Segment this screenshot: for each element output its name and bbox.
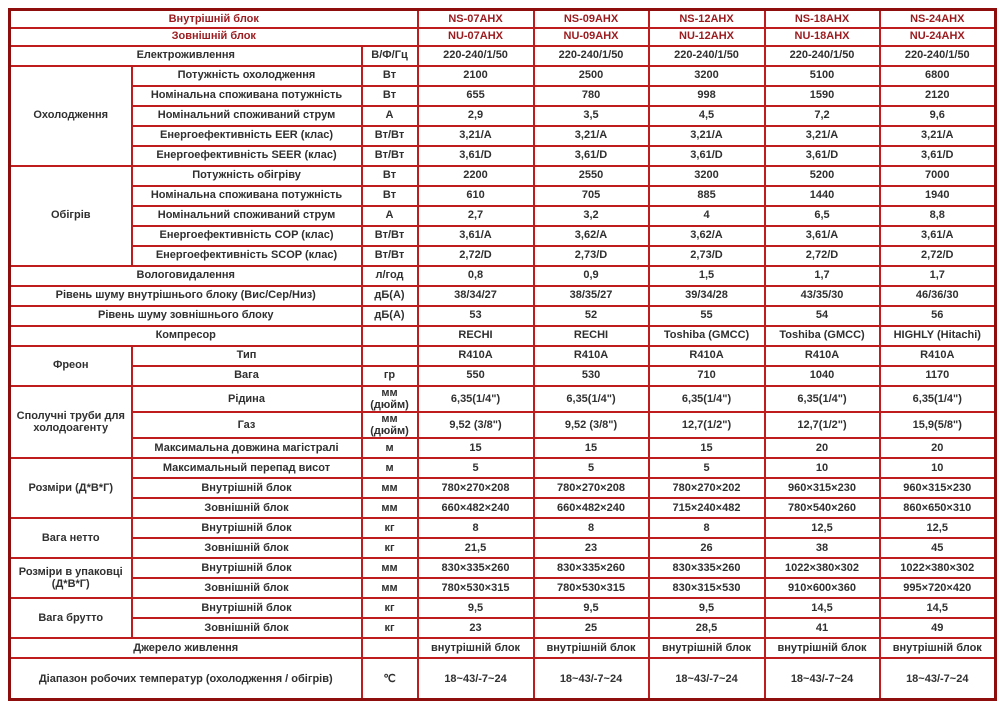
- value-cell: 1,7: [880, 266, 996, 286]
- value-cell: 18~43/-7~24: [880, 658, 996, 700]
- table-row: [10, 226, 996, 246]
- unit-cell: л/год: [362, 266, 418, 286]
- value-cell: R410A: [649, 346, 765, 366]
- value-cell: RECHI: [418, 326, 534, 346]
- value-cell: 2,72/D: [765, 246, 880, 266]
- model-name: NU-07AHX: [418, 28, 534, 46]
- row-label: Рівень шуму зовнішнього блоку: [10, 306, 362, 326]
- value-cell: 2100: [418, 66, 534, 86]
- row-label: Компресор: [10, 326, 362, 346]
- table-row: [10, 266, 996, 286]
- value-cell: 2,73/D: [534, 246, 649, 266]
- table-row: [10, 618, 996, 638]
- row-label: Джерело живлення: [10, 638, 362, 658]
- value-cell: 3,61/A: [880, 226, 996, 246]
- value-cell: 3,21/A: [880, 126, 996, 146]
- unit-cell: Вт/Вт: [362, 246, 418, 266]
- value-cell: 3,5: [534, 106, 649, 126]
- group-label: Вага нетто: [10, 518, 132, 558]
- value-cell: 705: [534, 186, 649, 206]
- row-label: Енергоефективність SEER (клас): [132, 146, 362, 166]
- value-cell: 3,21/A: [534, 126, 649, 146]
- value-cell: 9,52 (3/8"): [534, 412, 649, 438]
- value-cell: 3200: [649, 66, 765, 86]
- spec-table: [8, 8, 997, 701]
- unit-cell: В/Ф/Гц: [362, 46, 418, 66]
- table-row: [10, 306, 996, 326]
- value-cell: Toshiba (GMCC): [649, 326, 765, 346]
- value-cell: 5100: [765, 66, 880, 86]
- row-label: Внутрішній блок: [10, 10, 418, 28]
- table-row: [10, 206, 996, 226]
- table-row: [10, 46, 996, 66]
- group-label: Фреон: [10, 346, 132, 386]
- value-cell: внутрішній блок: [765, 638, 880, 658]
- value-cell: 12,5: [765, 518, 880, 538]
- row-label: Потужність охолодження: [132, 66, 362, 86]
- value-cell: 780×540×260: [765, 498, 880, 518]
- row-label: Енергоефективність COP (клас): [132, 226, 362, 246]
- group-label: Сполучні труби для холодоагенту: [10, 386, 132, 458]
- table-row: [10, 10, 996, 28]
- unit-cell: мм: [362, 578, 418, 598]
- value-cell: R410A: [418, 346, 534, 366]
- value-cell: 655: [418, 86, 534, 106]
- value-cell: 910×600×360: [765, 578, 880, 598]
- value-cell: 8: [649, 518, 765, 538]
- unit-cell: мм (дюйм): [362, 386, 418, 412]
- table-row: [10, 346, 996, 366]
- table-row: [10, 286, 996, 306]
- unit-cell: гр: [362, 366, 418, 386]
- value-cell: 26: [649, 538, 765, 558]
- value-cell: 6800: [880, 66, 996, 86]
- unit-cell: мм: [362, 498, 418, 518]
- value-cell: 780: [534, 86, 649, 106]
- table-row: [10, 146, 996, 166]
- value-cell: 18~43/-7~24: [418, 658, 534, 700]
- value-cell: 43/35/30: [765, 286, 880, 306]
- model-name: NU-24AHX: [880, 28, 996, 46]
- value-cell: 7000: [880, 166, 996, 186]
- value-cell: 39/34/28: [649, 286, 765, 306]
- value-cell: 1,7: [765, 266, 880, 286]
- value-cell: 3,2: [534, 206, 649, 226]
- value-cell: 5200: [765, 166, 880, 186]
- value-cell: 9,6: [880, 106, 996, 126]
- table-row: [10, 106, 996, 126]
- value-cell: R410A: [534, 346, 649, 366]
- value-cell: 530: [534, 366, 649, 386]
- group-label: Вага брутто: [10, 598, 132, 638]
- unit-cell: Вт/Вт: [362, 226, 418, 246]
- row-label: Рідина: [132, 386, 362, 412]
- row-label: Номінальний споживаний струм: [132, 106, 362, 126]
- value-cell: 53: [418, 306, 534, 326]
- value-cell: 5: [649, 458, 765, 478]
- value-cell: 20: [880, 438, 996, 458]
- value-cell: 5: [418, 458, 534, 478]
- value-cell: 1,5: [649, 266, 765, 286]
- table-row: [10, 598, 996, 618]
- unit-cell: дБ(А): [362, 306, 418, 326]
- value-cell: 1040: [765, 366, 880, 386]
- value-cell: 55: [649, 306, 765, 326]
- table-row: [10, 86, 996, 106]
- value-cell: 18~43/-7~24: [534, 658, 649, 700]
- row-label: Електроживлення: [10, 46, 362, 66]
- value-cell: 3,21/A: [418, 126, 534, 146]
- value-cell: 960×315×230: [765, 478, 880, 498]
- value-cell: 4,5: [649, 106, 765, 126]
- group-label: Охолодження: [10, 66, 132, 166]
- row-label: Зовнішній блок: [132, 578, 362, 598]
- value-cell: 2550: [534, 166, 649, 186]
- table-row: [10, 638, 996, 658]
- value-cell: 660×482×240: [418, 498, 534, 518]
- value-cell: 10: [880, 458, 996, 478]
- value-cell: 2500: [534, 66, 649, 86]
- value-cell: 220-240/1/50: [880, 46, 996, 66]
- table-row: [10, 438, 996, 458]
- value-cell: 3200: [649, 166, 765, 186]
- table-row: [10, 538, 996, 558]
- value-cell: 15: [649, 438, 765, 458]
- value-cell: R410A: [880, 346, 996, 366]
- value-cell: 2,72/D: [418, 246, 534, 266]
- value-cell: 2,7: [418, 206, 534, 226]
- value-cell: 3,62/A: [649, 226, 765, 246]
- value-cell: 3,61/D: [765, 146, 880, 166]
- value-cell: 20: [765, 438, 880, 458]
- value-cell: 2,9: [418, 106, 534, 126]
- value-cell: 998: [649, 86, 765, 106]
- value-cell: 610: [418, 186, 534, 206]
- table-row: [10, 498, 996, 518]
- value-cell: 860×650×310: [880, 498, 996, 518]
- value-cell: 28,5: [649, 618, 765, 638]
- value-cell: 715×240×482: [649, 498, 765, 518]
- row-label: Рівень шуму внутрішнього блоку (Вис/Сер/Низ): [10, 286, 362, 306]
- value-cell: 41: [765, 618, 880, 638]
- unit-cell: кг: [362, 598, 418, 618]
- value-cell: 18~43/-7~24: [649, 658, 765, 700]
- value-cell: 12,7(1/2"): [765, 412, 880, 438]
- value-cell: 0,9: [534, 266, 649, 286]
- value-cell: 830×335×260: [418, 558, 534, 578]
- value-cell: 3,61/D: [880, 146, 996, 166]
- model-name: NU-12AHX: [649, 28, 765, 46]
- value-cell: 6,35(1/4"): [418, 386, 534, 412]
- value-cell: внутрішній блок: [649, 638, 765, 658]
- value-cell: 9,5: [418, 598, 534, 618]
- value-cell: 6,35(1/4"): [880, 386, 996, 412]
- unit-cell: Вт/Вт: [362, 126, 418, 146]
- value-cell: 2,73/D: [649, 246, 765, 266]
- value-cell: 12,5: [880, 518, 996, 538]
- unit-cell: Вт: [362, 86, 418, 106]
- table-row: [10, 518, 996, 538]
- value-cell: 1022×380×302: [880, 558, 996, 578]
- unit-cell: Вт: [362, 66, 418, 86]
- unit-cell: мм (дюйм): [362, 412, 418, 438]
- table-row: [10, 28, 996, 46]
- value-cell: 220-240/1/50: [534, 46, 649, 66]
- value-cell: внутрішній блок: [880, 638, 996, 658]
- value-cell: 1940: [880, 186, 996, 206]
- table-row: [10, 458, 996, 478]
- row-label: Номінальна споживана потужність: [132, 86, 362, 106]
- value-cell: внутрішній блок: [418, 638, 534, 658]
- unit-cell: Вт/Вт: [362, 146, 418, 166]
- table-row: [10, 166, 996, 186]
- row-label: Енергоефективність EER (клас): [132, 126, 362, 146]
- value-cell: 220-240/1/50: [418, 46, 534, 66]
- value-cell: 18~43/-7~24: [765, 658, 880, 700]
- value-cell: 7,2: [765, 106, 880, 126]
- row-label: Зовнішній блок: [10, 28, 418, 46]
- table-row: [10, 326, 996, 346]
- row-label: Зовнішній блок: [132, 498, 362, 518]
- model-name: NU-09AHX: [534, 28, 649, 46]
- model-name: NS-09AHX: [534, 10, 649, 28]
- value-cell: 1440: [765, 186, 880, 206]
- value-cell: 3,61/D: [418, 146, 534, 166]
- row-label: Зовнішній блок: [132, 538, 362, 558]
- unit-cell: кг: [362, 618, 418, 638]
- value-cell: 56: [880, 306, 996, 326]
- value-cell: 15: [534, 438, 649, 458]
- value-cell: 12,7(1/2"): [649, 412, 765, 438]
- value-cell: 2120: [880, 86, 996, 106]
- value-cell: 3,61/D: [649, 146, 765, 166]
- value-cell: 780×530×315: [534, 578, 649, 598]
- group-label: Розміри (Д*В*Г): [10, 458, 132, 518]
- model-name: NS-18AHX: [765, 10, 880, 28]
- value-cell: 4: [649, 206, 765, 226]
- value-cell: RECHI: [534, 326, 649, 346]
- unit-cell: м: [362, 438, 418, 458]
- value-cell: HIGHLY (Hitachi): [880, 326, 996, 346]
- value-cell: 14,5: [765, 598, 880, 618]
- value-cell: 15,9(5/8"): [880, 412, 996, 438]
- row-label: Максимальна довжина магістралі: [132, 438, 362, 458]
- row-label: Тип: [132, 346, 362, 366]
- value-cell: 2,72/D: [880, 246, 996, 266]
- table-row: [10, 658, 996, 700]
- value-cell: 6,35(1/4"): [765, 386, 880, 412]
- value-cell: 660×482×240: [534, 498, 649, 518]
- unit-cell: [362, 346, 418, 366]
- model-name: NS-12AHX: [649, 10, 765, 28]
- value-cell: 885: [649, 186, 765, 206]
- row-label: Діапазон робочих температур (охолодження / обігрів): [10, 658, 362, 700]
- value-cell: 52: [534, 306, 649, 326]
- value-cell: 8: [418, 518, 534, 538]
- value-cell: 3,21/A: [765, 126, 880, 146]
- value-cell: 780×270×208: [534, 478, 649, 498]
- value-cell: 6,35(1/4"): [534, 386, 649, 412]
- value-cell: 710: [649, 366, 765, 386]
- group-label: Обігрів: [10, 166, 132, 266]
- unit-cell: Вт: [362, 166, 418, 186]
- value-cell: 21,5: [418, 538, 534, 558]
- table-row: [10, 186, 996, 206]
- table-row: [10, 386, 996, 412]
- value-cell: 1590: [765, 86, 880, 106]
- value-cell: 220-240/1/50: [649, 46, 765, 66]
- row-label: Вологовидалення: [10, 266, 362, 286]
- value-cell: 3,62/A: [534, 226, 649, 246]
- value-cell: 220-240/1/50: [765, 46, 880, 66]
- value-cell: 49: [880, 618, 996, 638]
- unit-cell: А: [362, 106, 418, 126]
- value-cell: 46/36/30: [880, 286, 996, 306]
- value-cell: 1022×380×302: [765, 558, 880, 578]
- value-cell: 38/35/27: [534, 286, 649, 306]
- value-cell: 0,8: [418, 266, 534, 286]
- value-cell: 6,5: [765, 206, 880, 226]
- value-cell: 960×315×230: [880, 478, 996, 498]
- table-row: [10, 246, 996, 266]
- model-name: NU-18AHX: [765, 28, 880, 46]
- table-row: [10, 66, 996, 86]
- value-cell: 38: [765, 538, 880, 558]
- value-cell: 8,8: [880, 206, 996, 226]
- value-cell: 9,5: [534, 598, 649, 618]
- table-row: [10, 366, 996, 386]
- value-cell: 780×270×202: [649, 478, 765, 498]
- row-label: Максимальный перепад висот: [132, 458, 362, 478]
- table-row: [10, 578, 996, 598]
- value-cell: 3,61/A: [418, 226, 534, 246]
- value-cell: 9,5: [649, 598, 765, 618]
- value-cell: 5: [534, 458, 649, 478]
- row-label: Внутрішній блок: [132, 518, 362, 538]
- unit-cell: мм: [362, 558, 418, 578]
- group-label: Розміри в упаковці (Д*В*Г): [10, 558, 132, 598]
- value-cell: 1170: [880, 366, 996, 386]
- value-cell: 9,52 (3/8"): [418, 412, 534, 438]
- row-label: Внутрішній блок: [132, 478, 362, 498]
- value-cell: 830×335×260: [534, 558, 649, 578]
- row-label: Енергоефективність SCOP (клас): [132, 246, 362, 266]
- unit-cell: Вт: [362, 186, 418, 206]
- value-cell: 14,5: [880, 598, 996, 618]
- row-label: Номінальна споживана потужність: [132, 186, 362, 206]
- value-cell: 550: [418, 366, 534, 386]
- value-cell: 45: [880, 538, 996, 558]
- value-cell: 25: [534, 618, 649, 638]
- unit-cell: ℃: [362, 658, 418, 700]
- value-cell: внутрішній блок: [534, 638, 649, 658]
- unit-cell: дБ(А): [362, 286, 418, 306]
- value-cell: 995×720×420: [880, 578, 996, 598]
- table-row: [10, 126, 996, 146]
- value-cell: 3,21/A: [649, 126, 765, 146]
- value-cell: 38/34/27: [418, 286, 534, 306]
- value-cell: 6,35(1/4"): [649, 386, 765, 412]
- table-row: [10, 478, 996, 498]
- unit-cell: мм: [362, 478, 418, 498]
- row-label: Зовнішній блок: [132, 618, 362, 638]
- table-row: [10, 412, 996, 438]
- value-cell: 23: [534, 538, 649, 558]
- value-cell: 8: [534, 518, 649, 538]
- value-cell: Toshiba (GMCC): [765, 326, 880, 346]
- value-cell: 10: [765, 458, 880, 478]
- value-cell: 830×315×530: [649, 578, 765, 598]
- model-name: NS-07AHX: [418, 10, 534, 28]
- unit-cell: А: [362, 206, 418, 226]
- row-label: Внутрішній блок: [132, 598, 362, 618]
- row-label: Вага: [132, 366, 362, 386]
- model-name: NS-24AHX: [880, 10, 996, 28]
- value-cell: 15: [418, 438, 534, 458]
- value-cell: 23: [418, 618, 534, 638]
- value-cell: 2200: [418, 166, 534, 186]
- unit-cell: кг: [362, 518, 418, 538]
- row-label: Газ: [132, 412, 362, 438]
- row-label: Номінальний споживаний струм: [132, 206, 362, 226]
- value-cell: 780×530×315: [418, 578, 534, 598]
- unit-cell: [362, 638, 418, 658]
- value-cell: 830×335×260: [649, 558, 765, 578]
- unit-cell: кг: [362, 538, 418, 558]
- unit-cell: [362, 326, 418, 346]
- value-cell: 780×270×208: [418, 478, 534, 498]
- value-cell: 3,61/D: [534, 146, 649, 166]
- table-row: [10, 558, 996, 578]
- value-cell: 3,61/A: [765, 226, 880, 246]
- value-cell: R410A: [765, 346, 880, 366]
- unit-cell: м: [362, 458, 418, 478]
- value-cell: 54: [765, 306, 880, 326]
- row-label: Внутрішній блок: [132, 558, 362, 578]
- row-label: Потужність обігріву: [132, 166, 362, 186]
